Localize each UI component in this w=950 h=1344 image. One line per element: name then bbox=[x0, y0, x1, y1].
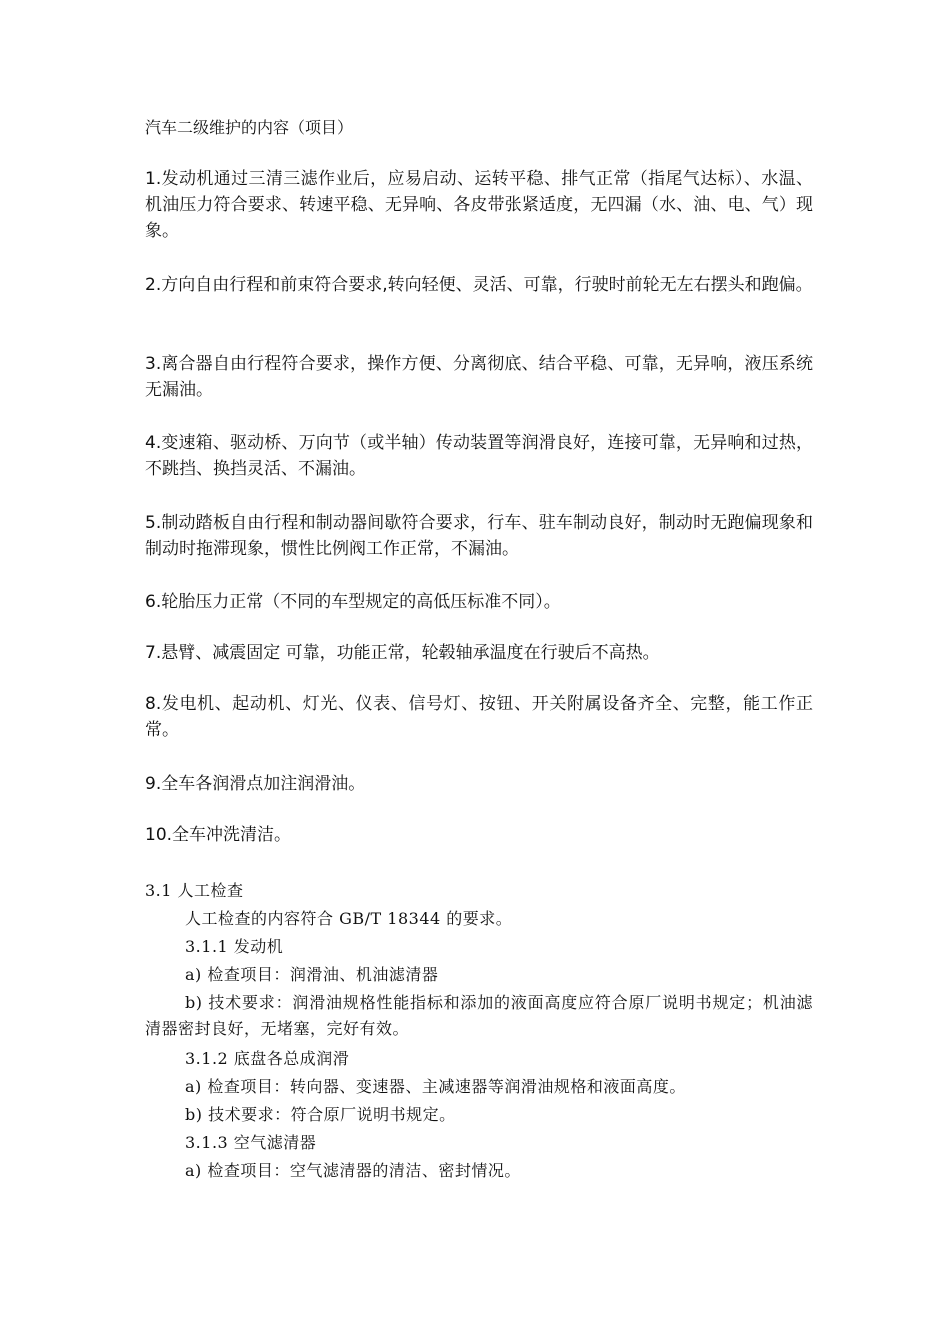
maintenance-item-9: 9.全车各润滑点加注润滑油。 bbox=[145, 774, 366, 794]
maintenance-item-7: 7.悬臂、减震固定 可靠，功能正常，轮毂轴承温度在行驶后不高热。 bbox=[145, 643, 660, 663]
engine-check-items: a) 检查项目：润滑油、机油滤清器 bbox=[185, 965, 439, 984]
chassis-check-items: a) 检查项目：转向器、变速器、主减速器等润滑油规格和液面高度。 bbox=[185, 1077, 686, 1096]
chassis-tech-requirements: b) 技术要求：符合原厂说明书规定。 bbox=[185, 1105, 456, 1124]
maintenance-item-10: 10.全车冲洗清洁。 bbox=[145, 825, 292, 845]
maintenance-item-1: 1.发动机通过三清三滤作业后，应易启动、运转平稳、排气正常（指尾气达标）、水温、机油压力符合要求、转速平稳、无异响、各皮带张紧适度，无四漏（水、油、电、气）现象。 bbox=[145, 169, 813, 241]
maintenance-item-6: 6.轮胎压力正常（不同的车型规定的高低压标准不同）。 bbox=[145, 592, 561, 612]
maintenance-item-3: 3.离合器自由行程符合要求，操作方便、分离彻底、结合平稳、可靠，无异响，液压系统无漏油。 bbox=[145, 354, 813, 400]
air-filter-check-items: a) 检查项目：空气滤清器的清洁、密封情况。 bbox=[185, 1161, 521, 1180]
maintenance-item-8: 8.发电机、起动机、灯光、仪表、信号灯、按钮、开关附属设备齐全、完整，能工作正常。 bbox=[145, 694, 813, 740]
engine-tech-requirements: b) 技术要求：润滑油规格性能指标和添加的液面高度应符合原厂说明书规定；机油滤清器密封良好，无堵塞，完好有效。 bbox=[145, 993, 813, 1038]
maintenance-item-2: 2.方向自由行程和前束符合要求,转向轻便、灵活、可靠，行驶时前轮无左右摆头和跑偏。 bbox=[145, 275, 813, 295]
subsection-title-engine: 3.1.1 发动机 bbox=[185, 937, 284, 956]
document-title: 汽车二级维护的内容（项目） bbox=[145, 118, 354, 137]
subsection-title-air-filter: 3.1.3 空气滤清器 bbox=[185, 1133, 317, 1152]
subsection-title-chassis: 3.1.2 底盘各总成润滑 bbox=[185, 1049, 350, 1068]
maintenance-item-5: 5.制动踏板自由行程和制动器间歇符合要求，行车、驻车制动良好，制动时无跑偏现象和制动时拖滞现象，惯性比例阀工作正常，不漏油。 bbox=[145, 513, 813, 559]
section-intro: 人工检查的内容符合 GB/T 18344 的要求。 bbox=[185, 909, 513, 928]
section-heading: 3.1 人工检查 bbox=[145, 881, 244, 900]
maintenance-item-4: 4.变速箱、驱动桥、万向节（或半轴）传动装置等润滑良好，连接可靠，无异响和过热，不跳挡、换挡灵活、不漏油。 bbox=[145, 433, 813, 479]
